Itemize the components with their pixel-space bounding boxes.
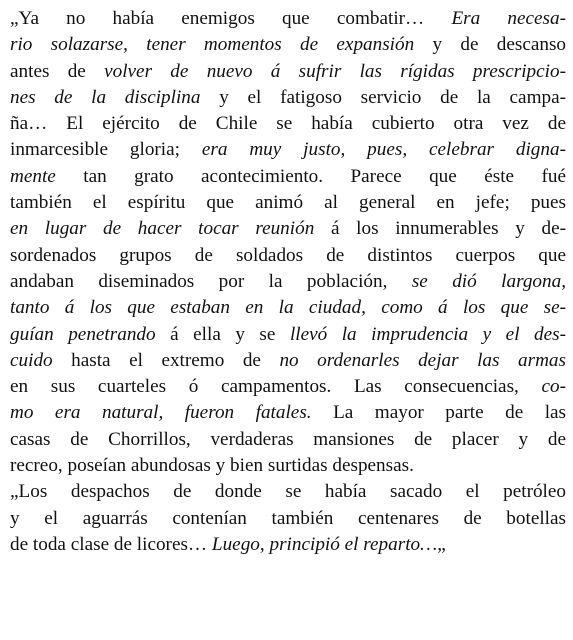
italic-text: mo era natural, fueron fatales. — [10, 402, 312, 424]
italic-text: no ordenarles dejar las armas — [279, 349, 566, 371]
roman-text: hasta el extremo de — [52, 349, 280, 371]
italic-text: guían penetrando — [10, 323, 156, 345]
text-line — [10, 32, 566, 58]
text-line — [10, 374, 566, 400]
text-line — [10, 479, 566, 505]
text-line — [10, 295, 566, 321]
text-line — [10, 137, 566, 163]
roman-text: también el espíritu que animó al general en jefe; pues — [10, 192, 566, 214]
roman-text: de toda clase de licores… — [10, 533, 212, 555]
roman-text: „Los despachos de donde se había sacado el petróleo — [10, 481, 566, 503]
text-line — [10, 6, 566, 32]
roman-text: y el fatigoso servicio de la campa- — [200, 86, 566, 108]
roman-text: á los innumerables y de- — [314, 218, 566, 240]
roman-text: „ — [437, 533, 446, 555]
italic-text: Luego, principió el reparto… — [211, 533, 438, 555]
italic-text: se dió largona, — [411, 270, 566, 292]
roman-text: andaban diseminados por la población, — [10, 270, 412, 292]
text-line — [10, 59, 566, 85]
text-line — [10, 427, 566, 453]
text-line — [10, 190, 566, 216]
text-line — [10, 400, 566, 426]
italic-text: llevó la imprudencia y el des- — [289, 323, 566, 345]
paragraph — [10, 479, 566, 558]
italic-text: co- — [541, 376, 566, 398]
roman-text: La mayor parte de las — [311, 402, 566, 424]
italic-text: cuido — [10, 349, 53, 371]
roman-text: „Ya no había enemigos que combatir… — [10, 8, 452, 29]
text-page — [10, 6, 566, 558]
text-line — [10, 348, 566, 374]
italic-text: rio solazarse, tener momentos de expansión — [10, 34, 415, 56]
roman-text: y de descanso — [414, 34, 566, 56]
text-line — [10, 322, 566, 348]
roman-text: antes de — [10, 60, 105, 82]
roman-text: recreo, poseían abundosas y bien surtidas despensas. — [10, 455, 414, 477]
text-line — [10, 216, 566, 242]
roman-text: tan grato acontecimiento. Parece que éste fué — [55, 165, 566, 187]
italic-text: nes de la disciplina — [10, 86, 201, 108]
paragraph — [10, 6, 566, 479]
roman-text: sordenados grupos de soldados de distintos cuerpos que — [10, 244, 566, 266]
text-line — [10, 532, 566, 558]
text-line — [10, 164, 566, 190]
text-line — [10, 269, 566, 295]
italic-text: volver de nuevo á sufrir las rígidas prescripcio- — [104, 60, 566, 82]
italic-text: era muy justo, pues, celebrar digna- — [201, 139, 566, 161]
roman-text: á ella y se — [155, 323, 290, 345]
roman-text: y el aguarrás contenían también centenares de botellas — [10, 507, 566, 529]
italic-text: Era necesa- — [451, 8, 566, 29]
roman-text: casas de Chorrillos, verdaderas mansiones de placer y de — [10, 428, 566, 450]
italic-text: mente — [10, 165, 56, 187]
text-line — [10, 453, 566, 479]
roman-text: en sus cuarteles ó campamentos. Las consecuencias, — [10, 376, 542, 398]
roman-text: inmarcesible gloria; — [10, 139, 202, 161]
italic-text: en lugar de hacer tocar reunión — [10, 218, 315, 240]
roman-text: ña… El ejército de Chile se había cubierto otra vez de — [10, 113, 566, 135]
text-line — [10, 111, 566, 137]
text-line — [10, 85, 566, 111]
text-line — [10, 243, 566, 269]
text-line — [10, 506, 566, 532]
italic-text: tanto á los que estaban en la ciudad, como á los que se- — [10, 297, 566, 319]
